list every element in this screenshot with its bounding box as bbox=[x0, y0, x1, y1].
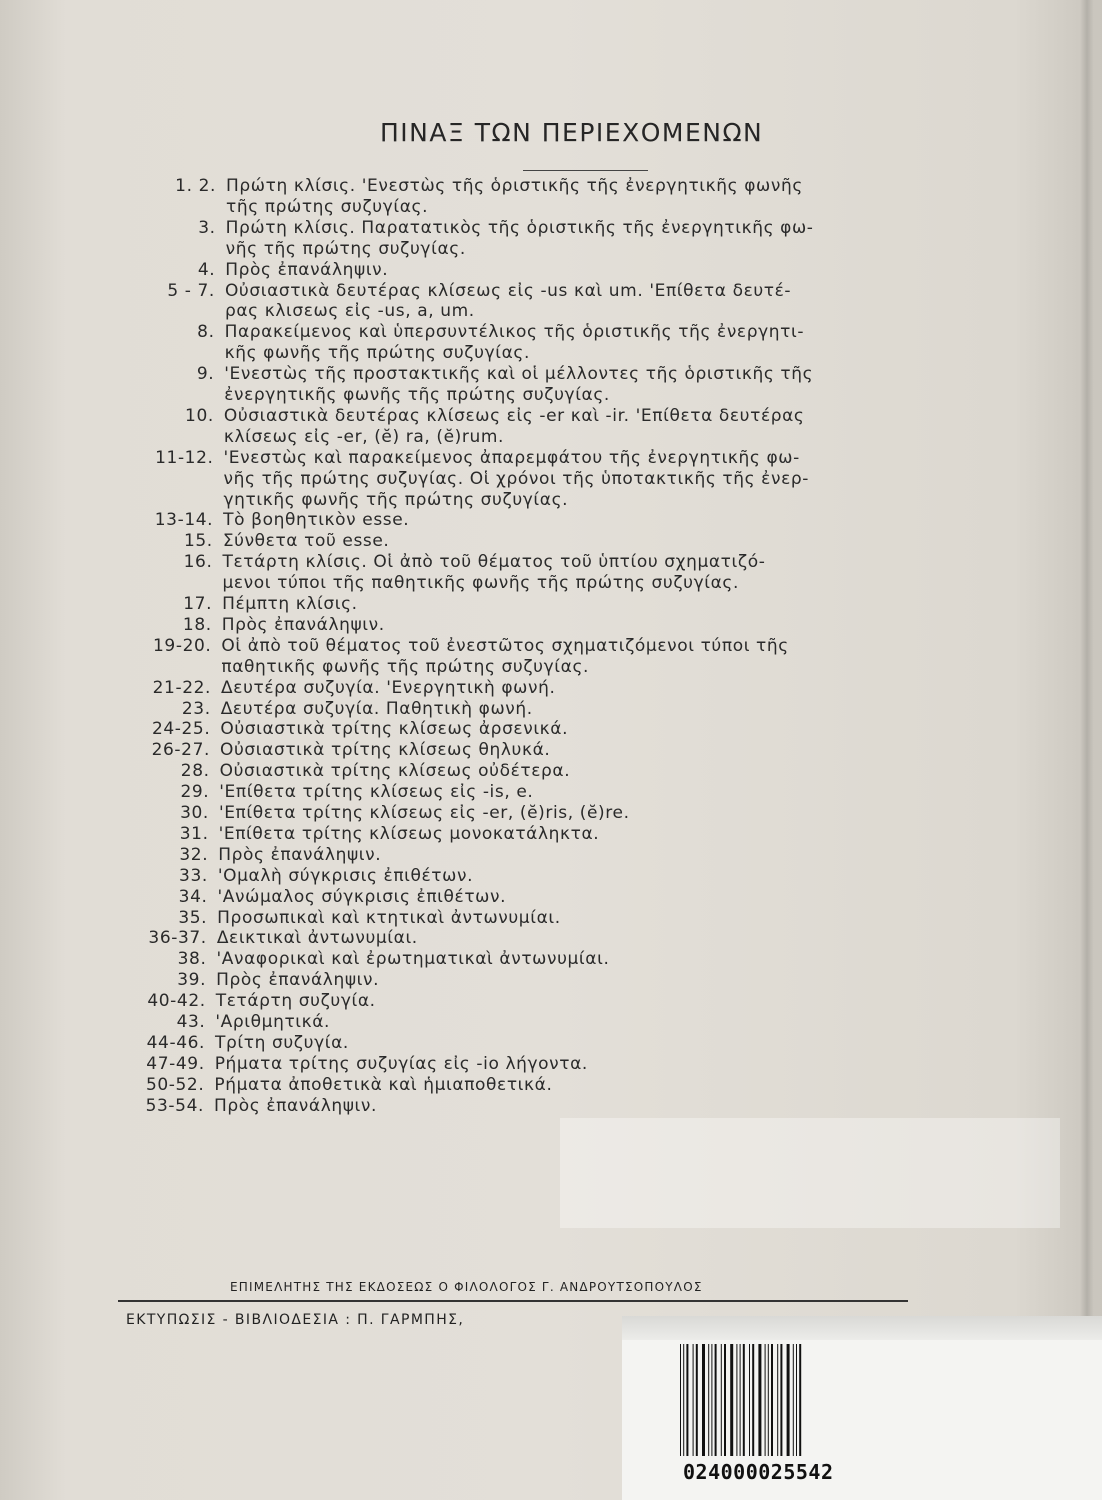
toc-entry-number: 3. bbox=[198, 217, 216, 238]
toc-entry-text: κῆς φωνῆς τῆς πρώτης συζυγίας. bbox=[224, 343, 530, 364]
toc-entry-number: 10. bbox=[185, 405, 214, 426]
toc-entry-text: 'Αριθμητικά. bbox=[215, 1012, 331, 1032]
toc-entry bbox=[154, 510, 410, 531]
toc-entry-number: 29. bbox=[180, 782, 210, 803]
toc-entry bbox=[180, 761, 571, 782]
sticker-top-strip bbox=[622, 1316, 1102, 1340]
toc-entry-text: Πρώτη κλίσις. 'Ενεστὼς τῆς ὁριστικῆς τῆς ἐνεργητικῆς φωνῆς bbox=[226, 176, 803, 196]
barcode bbox=[676, 1340, 882, 1480]
toc-entry-text: Τετάρτη συζυγία. bbox=[215, 991, 376, 1012]
toc-entry-number: 30. bbox=[180, 803, 209, 823]
toc-entry-text: ἐνεργητικῆς φωνῆς τῆς πρώτης συζυγίας. bbox=[224, 385, 610, 405]
toc-entry bbox=[175, 176, 803, 197]
toc-entry-number: 50-52. bbox=[145, 1074, 205, 1095]
toc-entry bbox=[183, 531, 390, 552]
barcode-bar bbox=[787, 1344, 790, 1456]
toc-entry bbox=[152, 677, 556, 699]
toc-entry-number: 19-20. bbox=[153, 635, 212, 656]
toc-entry-text: γητικῆς φωνῆς τῆς πρώτης συζυγίας. bbox=[223, 489, 569, 510]
barcode-bar bbox=[793, 1344, 794, 1456]
toc-entry-continuation bbox=[224, 469, 809, 490]
toc-entry-text: 'Ενεστὼς καὶ παρακείμενος ἀπαρεμφάτου τῆς ἐνεργητικῆς φω- bbox=[223, 447, 800, 468]
toc-entry-text: Οἱ ἀπὸ τοῦ θέματος τοῦ ἐνεστῶτος σχηματιζόμενοι τύποι τῆς bbox=[221, 635, 789, 656]
toc-entry bbox=[179, 865, 474, 887]
barcode-bar bbox=[765, 1344, 766, 1456]
toc-entry-number: 43. bbox=[176, 1012, 206, 1032]
toc-entry-text: 'Επίθετα τρίτης κλίσεως εἰς -er, (ĕ)ris, (ĕ)re. bbox=[218, 803, 630, 823]
toc-entry-text: Οὐσιαστικὰ δευτέρας κλίσεως εἰς -us καὶ um. 'Επίθετα δευτέ- bbox=[224, 280, 792, 301]
toc-entry-number: 53-54. bbox=[145, 1095, 204, 1116]
toc-entry bbox=[176, 1012, 331, 1033]
toc-entry bbox=[183, 552, 766, 573]
toc-entry-number: 15. bbox=[183, 531, 213, 552]
toc-entry-text: 'Επίθετα τρίτης κλίσεως μονοκατάληκτα. bbox=[218, 823, 600, 844]
toc-entry bbox=[198, 217, 814, 239]
toc-entry-text: Πρώτη κλίσις. Παρατατικὸς τῆς ὁριστικῆς τῆς ἐνεργητικῆς φω- bbox=[225, 217, 814, 238]
toc-entry bbox=[196, 364, 814, 385]
barcode-bar bbox=[768, 1344, 769, 1456]
barcode-bar bbox=[740, 1344, 741, 1456]
barcode-bar bbox=[752, 1344, 754, 1456]
toc-entry-continuation bbox=[224, 385, 610, 406]
toc-entry-text: Τὸ βοηθητικὸν esse. bbox=[223, 510, 410, 531]
toc-entry-number: 39. bbox=[177, 970, 207, 991]
barcode-bar bbox=[693, 1344, 694, 1456]
toc-entry-number: 26-27. bbox=[151, 740, 210, 761]
toc-entry-number: 31. bbox=[179, 823, 209, 844]
barcode-bar bbox=[771, 1344, 773, 1456]
toc-entry-text: 'Αναφορικαὶ καὶ ἐρωτηματικαὶ ἀντωνυμίαι. bbox=[216, 949, 610, 970]
barcode-bar bbox=[749, 1344, 750, 1456]
toc-entry-text: Πρὸς ἐπανάληψιν. bbox=[221, 614, 385, 635]
barcode-bar bbox=[686, 1344, 688, 1456]
barcode-bar bbox=[724, 1344, 726, 1456]
barcode-number: 024000025542 bbox=[683, 1460, 834, 1484]
toc-entry bbox=[182, 614, 385, 636]
toc-entry bbox=[179, 844, 382, 866]
toc-entry-text: Ρήματα τρίτης συζυγίας εἰς -io λήγοντα. bbox=[214, 1053, 588, 1074]
toc-entry-number: 8. bbox=[197, 322, 215, 343]
toc-entry-text: 'Ανώμαλος σύγκρισις ἐπιθέτων. bbox=[217, 886, 507, 907]
toc-entry-text: Πρὸς ἐπανάληψιν. bbox=[218, 844, 382, 865]
toc-entry-text: Δευτέρα συζυγία. Παθητικὴ φωνή. bbox=[220, 698, 533, 719]
toc-entry-text: Πρὸς ἐπανάληψιν. bbox=[214, 1095, 377, 1116]
toc-entry-number: 44-46. bbox=[146, 1032, 206, 1053]
toc-entry-continuation bbox=[221, 657, 589, 678]
barcode-bar bbox=[799, 1344, 801, 1456]
toc-entry-number: 4. bbox=[197, 259, 216, 280]
toc-entry-number: 47-49. bbox=[146, 1053, 205, 1074]
toc-entry-text: παθητικῆς φωνῆς τῆς πρώτης συζυγίας. bbox=[221, 656, 590, 677]
toc-entry-text: Πέμπτη κλίσις. bbox=[222, 594, 358, 614]
toc-entry bbox=[179, 823, 600, 845]
toc-entry-text: Πρὸς ἐπανάληψιν. bbox=[225, 259, 389, 280]
editor-credit: ΕΠΙΜΕΛΗΤΗΣ ΤΗΣ ΕΚΔΟΣΕΩΣ Ο ΦΙΛΟΛΟΓΟΣ Γ. ΑΝΔΡΟΥΤΣΟΠΟΥΛΟΣ bbox=[230, 1280, 703, 1294]
barcode-bar bbox=[680, 1344, 681, 1456]
toc-entry-text: ρας κλισεως εἰς -us, a, um. bbox=[224, 301, 475, 322]
barcode-bar bbox=[777, 1344, 778, 1456]
toc-entry bbox=[180, 782, 534, 803]
barcode-bar bbox=[702, 1344, 705, 1456]
barcode-bar bbox=[743, 1344, 745, 1456]
toc-entry-text: Προσωπικαὶ καὶ κτητικαὶ ἀντωνυμίαι. bbox=[217, 907, 561, 928]
toc-entry-number: 38. bbox=[177, 949, 207, 970]
toc-entry-continuation bbox=[222, 573, 739, 594]
toc-entry-number: 18. bbox=[182, 614, 212, 635]
toc-entry-text: Ρήματα ἀποθετικὰ καὶ ἡμιαποθετικά. bbox=[214, 1074, 553, 1095]
barcode-bar bbox=[715, 1344, 717, 1456]
barcode-bar bbox=[696, 1344, 698, 1456]
barcode-bar bbox=[683, 1344, 684, 1456]
toc-entry-text: 'Επίθετα τρίτης κλίσεως εἰς -is, e. bbox=[219, 782, 534, 803]
toc-entry bbox=[167, 280, 792, 302]
toc-entry-number: 21-22. bbox=[152, 677, 212, 698]
barcode-bar bbox=[721, 1344, 722, 1456]
barcode-bar bbox=[730, 1344, 733, 1456]
toc-entry-number: 1. 2. bbox=[175, 176, 216, 196]
toc-entry-continuation bbox=[226, 239, 466, 260]
toc-entry-text: Οὐσιαστικὰ τρίτης κλίσεως θηλυκά. bbox=[220, 740, 551, 761]
barcode-bar bbox=[758, 1344, 761, 1456]
toc-entry-continuation bbox=[226, 197, 428, 218]
toc-entry-text: 'Ομαλὴ σύγκρισις ἐπιθέτων. bbox=[217, 865, 474, 886]
toc-entry bbox=[145, 1095, 377, 1117]
toc-entry bbox=[146, 1053, 588, 1075]
toc-entry-text: τῆς πρώτης συζυγίας. bbox=[226, 196, 429, 217]
toc-entry-number: 16. bbox=[183, 552, 213, 573]
toc-entry-number: 24-25. bbox=[151, 719, 211, 740]
toc-entry-text: κλίσεως εἰς -er, (ĕ) ra, (ĕ)rum. bbox=[223, 426, 504, 447]
toc-entry-number: 23. bbox=[181, 698, 211, 719]
toc-entry-number: 5 - 7. bbox=[167, 280, 215, 301]
toc-entry-text: Πρὸς ἐπανάληψιν. bbox=[216, 970, 380, 991]
toc-entry bbox=[151, 740, 551, 761]
toc-entry-continuation bbox=[224, 490, 569, 511]
toc-entry bbox=[177, 949, 610, 970]
toc-entry-text: Τετάρτη κλίσις. Οἱ ἀπὸ τοῦ θέματος τοῦ ὑπτίου σχηματιζό- bbox=[222, 552, 766, 573]
barcode-bar bbox=[780, 1344, 782, 1456]
toc-entry bbox=[178, 886, 507, 908]
toc-entry-number: 36-37. bbox=[148, 928, 207, 949]
toc-entry-number: 32. bbox=[179, 844, 209, 865]
toc-entry bbox=[147, 991, 376, 1012]
toc-entry-text: Οὐσιαστικὰ τρίτης κλίσεως ἀρσενικά. bbox=[220, 719, 569, 740]
toc-entry-number: 17. bbox=[183, 594, 213, 614]
toc-entry-number: 35. bbox=[178, 907, 208, 928]
toc-entry-number: 34. bbox=[178, 886, 208, 907]
toc-entry-text: Οὐσιαστικὰ δευτέρας κλίσεως εἰς -er καὶ -ir. 'Επίθετα δευτέρας bbox=[223, 405, 805, 426]
toc-entry-text: Οὐσιαστικὰ τρίτης κλίσεως οὐδέτερα. bbox=[219, 761, 571, 782]
toc-entry-number: 28. bbox=[180, 761, 210, 782]
toc-entry bbox=[145, 1074, 553, 1096]
toc-entry-continuation bbox=[225, 343, 530, 364]
toc-entry-text: νῆς τῆς πρώτης συζυγίας. bbox=[225, 238, 466, 259]
toc-entry bbox=[148, 928, 418, 949]
toc-entry-text: Παρακείμενος καὶ ὑπερσυντέλικος τῆς ὁριστικῆς τῆς ἐνεργητι- bbox=[224, 322, 805, 343]
toc-entry-continuation bbox=[225, 301, 475, 322]
toc-entry-continuation bbox=[224, 427, 504, 448]
toc-entry-text: 'Ενεστὼς τῆς προστακτικῆς καὶ οἱ μέλλοντες τῆς ὁριστικῆς τῆς bbox=[224, 364, 814, 385]
toc-entry bbox=[180, 803, 630, 824]
barcode-bar bbox=[736, 1344, 737, 1456]
barcode-bar bbox=[796, 1344, 797, 1456]
page-title: ΠΙΝΑΞ ΤΩΝ ΠΕΡΙΕΧΟΜΕΝΩΝ bbox=[380, 118, 764, 147]
toc-entry bbox=[181, 698, 533, 720]
toc-entry bbox=[183, 594, 358, 615]
barcode-bar bbox=[708, 1344, 709, 1456]
toc-entry bbox=[151, 719, 569, 740]
toc-entry-number: 33. bbox=[179, 865, 208, 886]
toc-entry-number: 9. bbox=[196, 364, 215, 385]
toc-entry-text: νῆς τῆς πρώτης συζυγίας. Οἱ χρόνοι τῆς ὑποτακτικῆς τῆς ἐνερ- bbox=[223, 468, 809, 489]
footer-rule bbox=[118, 1300, 908, 1302]
toc-entry-text: Δεικτικαὶ ἀντωνυμίαι. bbox=[216, 928, 418, 949]
toc-entry bbox=[146, 1032, 349, 1054]
toc-entry bbox=[177, 970, 380, 991]
toc-entry bbox=[153, 635, 789, 657]
toc-entry bbox=[185, 405, 805, 427]
toc-entry-text: Σύνθετα τοῦ esse. bbox=[222, 531, 390, 552]
toc-entry-number: 13-14. bbox=[154, 510, 214, 531]
toc-entry-text: μενοι τύποι τῆς παθητικῆς φωνῆς τῆς πρώτης συζυγίας. bbox=[222, 573, 739, 594]
toc-entry bbox=[197, 322, 805, 343]
toc-entry bbox=[155, 447, 800, 469]
toc-entry-number: 11-12. bbox=[155, 447, 214, 468]
toc-entry bbox=[178, 907, 561, 929]
toc-entry bbox=[197, 259, 389, 281]
toc-entry-text: Τρίτη συζυγία. bbox=[215, 1032, 349, 1053]
toc-entry-text: Δευτέρα συζυγία. 'Ενεργητικὴ φωνή. bbox=[221, 677, 556, 698]
printer-credit: ΕΚΤΥΠΩΣΙΣ - ΒΙΒΛΙΟΔΕΣΙΑ : Π. ΓΑΡΜΠΗΣ, bbox=[126, 1312, 465, 1328]
toc-entry-number: 40-42. bbox=[147, 991, 206, 1012]
barcode-bar bbox=[711, 1344, 712, 1456]
